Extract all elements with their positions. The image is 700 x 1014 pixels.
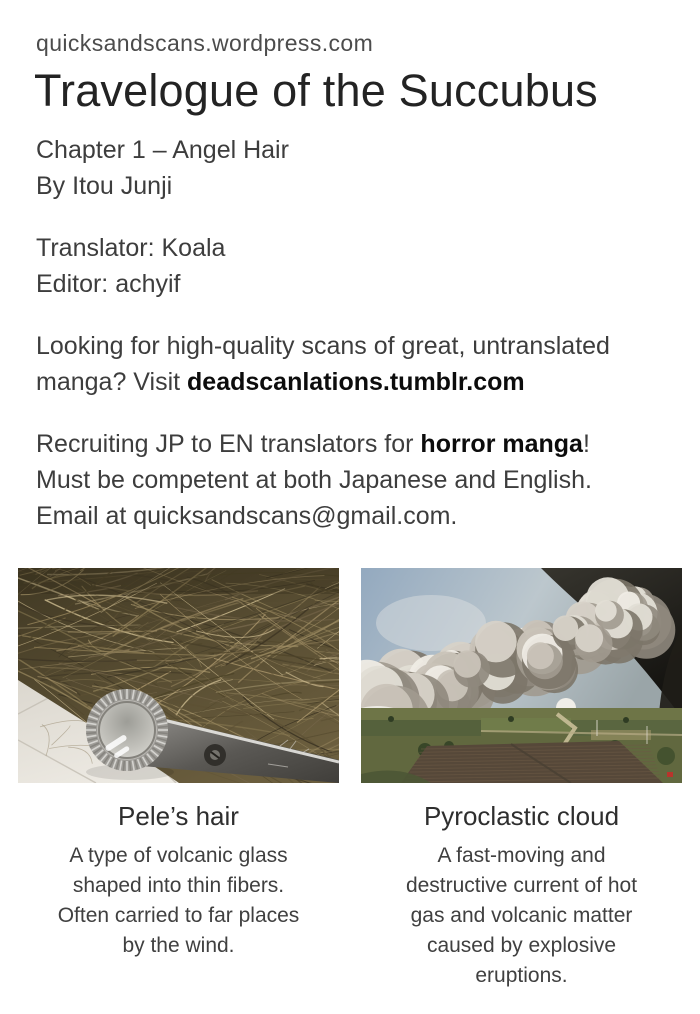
- description-line: shaped into thin fibers.: [72, 874, 285, 897]
- red-speck: [667, 772, 673, 777]
- figure-description: [361, 841, 682, 991]
- credit-translator: Translator: Koala: [36, 234, 226, 262]
- figure-description: [18, 841, 339, 961]
- recruit-line-3: Email at quicksandscans@gmail.com.: [36, 502, 458, 530]
- chapter-title: Chapter 1 – Angel Hair: [36, 136, 289, 164]
- peles-hair-photo: [18, 568, 339, 783]
- promo-line-2: [36, 364, 682, 400]
- description-line: eruptions.: [475, 964, 568, 987]
- pyroclastic-cloud-caption: [361, 801, 682, 991]
- promo-line-1: Looking for high-quality scans of great, untranslated: [36, 332, 610, 360]
- page-title: Travelogue of the Succubus: [34, 65, 598, 116]
- figures-row: [18, 568, 682, 991]
- description-line: destructive current of hot: [405, 874, 638, 897]
- promo-line-2-prefix: manga? Visit: [36, 368, 188, 396]
- figure-pyroclastic-cloud: [361, 568, 682, 991]
- horror-manga-emphasis: horror manga: [420, 430, 583, 458]
- description-line: Often carried to far places: [57, 904, 300, 927]
- staff-credits: [36, 230, 682, 302]
- recruit-text: [36, 426, 682, 534]
- promo-text: [36, 328, 682, 400]
- description-line: by the wind.: [122, 934, 235, 957]
- recruit-line-1: [36, 426, 682, 462]
- description-line: caused by explosive: [426, 934, 617, 957]
- figure-title: Pele’s hair: [118, 801, 239, 831]
- recruit-line-1-suffix: !: [582, 430, 590, 458]
- site-url: quicksandscans.wordpress.com: [36, 30, 374, 56]
- chapter-meta: [36, 132, 682, 204]
- credit-editor: Editor: achyif: [36, 270, 181, 298]
- description-line: A type of volcanic glass: [69, 844, 288, 867]
- peles-hair-caption: [18, 801, 339, 961]
- recruit-line-2: Must be competent at both Japanese and English.: [36, 466, 592, 494]
- figure-title: Pyroclastic cloud: [423, 801, 620, 831]
- recruit-line-1-prefix: Recruiting JP to EN translators for: [36, 430, 421, 458]
- pyroclastic-cloud-photo: [361, 568, 682, 783]
- figure-peles-hair: [18, 568, 339, 991]
- description-line: gas and volcanic matter: [410, 904, 633, 927]
- deadscanlations-url-text: deadscanlations.tumblr.com: [187, 368, 525, 396]
- author-line: By Itou Junji: [36, 172, 173, 200]
- description-line: A fast-moving and: [437, 844, 606, 867]
